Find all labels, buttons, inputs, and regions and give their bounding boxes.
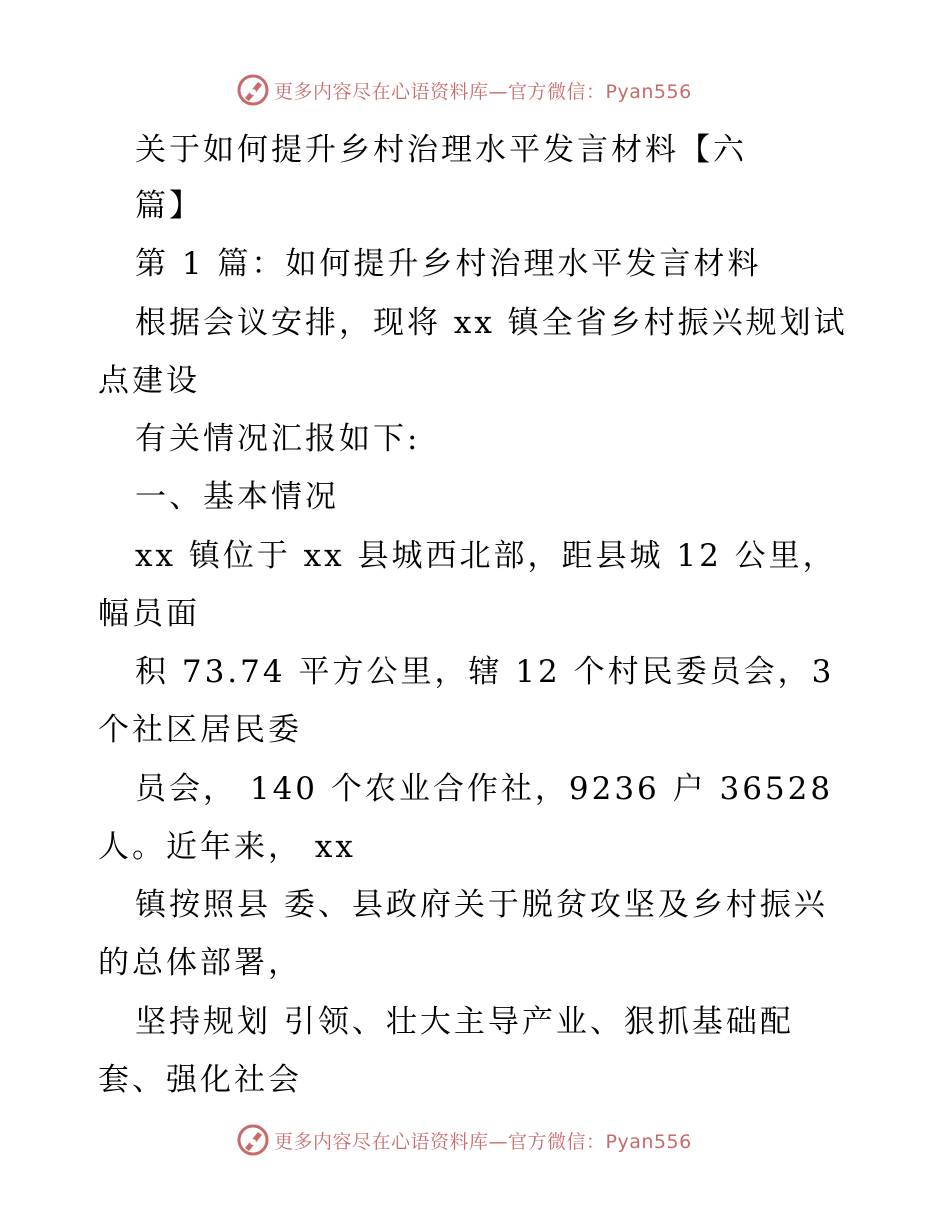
paragraph-line: 套、强化社会 <box>98 1062 302 1098</box>
pen-circle-logo-icon <box>236 73 270 107</box>
paragraph-line: 有关情况汇报如下: <box>135 421 421 457</box>
paragraph-line: 镇按照县 委、县政府关于脱贫攻坚及乡村振兴 <box>135 887 828 923</box>
pen-circle-logo-icon <box>236 1123 270 1157</box>
watermark-banner-top <box>236 72 716 108</box>
watermark-text: 更多内容尽在心语资料库—官方微信：Pyan556 <box>274 80 692 103</box>
section-heading-basic-situation: 一、基本情况 <box>135 479 339 515</box>
paragraph-line: 坚持规划 引领、壮大主导产业、狠抓基础配 <box>135 1004 794 1040</box>
paragraph-line: xx 镇位于 xx 县城西北部，距县城 12 公里， <box>135 538 837 574</box>
paragraph-line: 的总体部署， <box>98 945 302 981</box>
paragraph-line: 员会， 140 个农业合作社，9236 户 36528 <box>135 771 834 807</box>
section-heading-part1: 第 1 篇：如何提升乡村治理水平发言材料 <box>135 246 762 282</box>
paragraph-line: 人。近年来， xx <box>98 829 356 865</box>
document-title-line-2: 篇】 <box>135 188 203 224</box>
watermark-banner-bottom <box>236 1122 716 1158</box>
paragraph-line: 幅员面 <box>98 596 200 632</box>
watermark-text: 更多内容尽在心语资料库—官方微信：Pyan556 <box>274 1130 692 1153</box>
document-title-line-1: 关于如何提升乡村治理水平发言材料【六 <box>135 132 747 168</box>
paragraph-line: 个社区居民委 <box>98 712 302 748</box>
paragraph-line: 积 73.74 平方公里，辖 12 个村民委员会，3 <box>135 654 835 690</box>
paragraph-line: 根据会议安排，现将 xx 镇全省乡村振兴规划试 <box>135 305 848 341</box>
paragraph-line: 点建设 <box>98 363 200 399</box>
